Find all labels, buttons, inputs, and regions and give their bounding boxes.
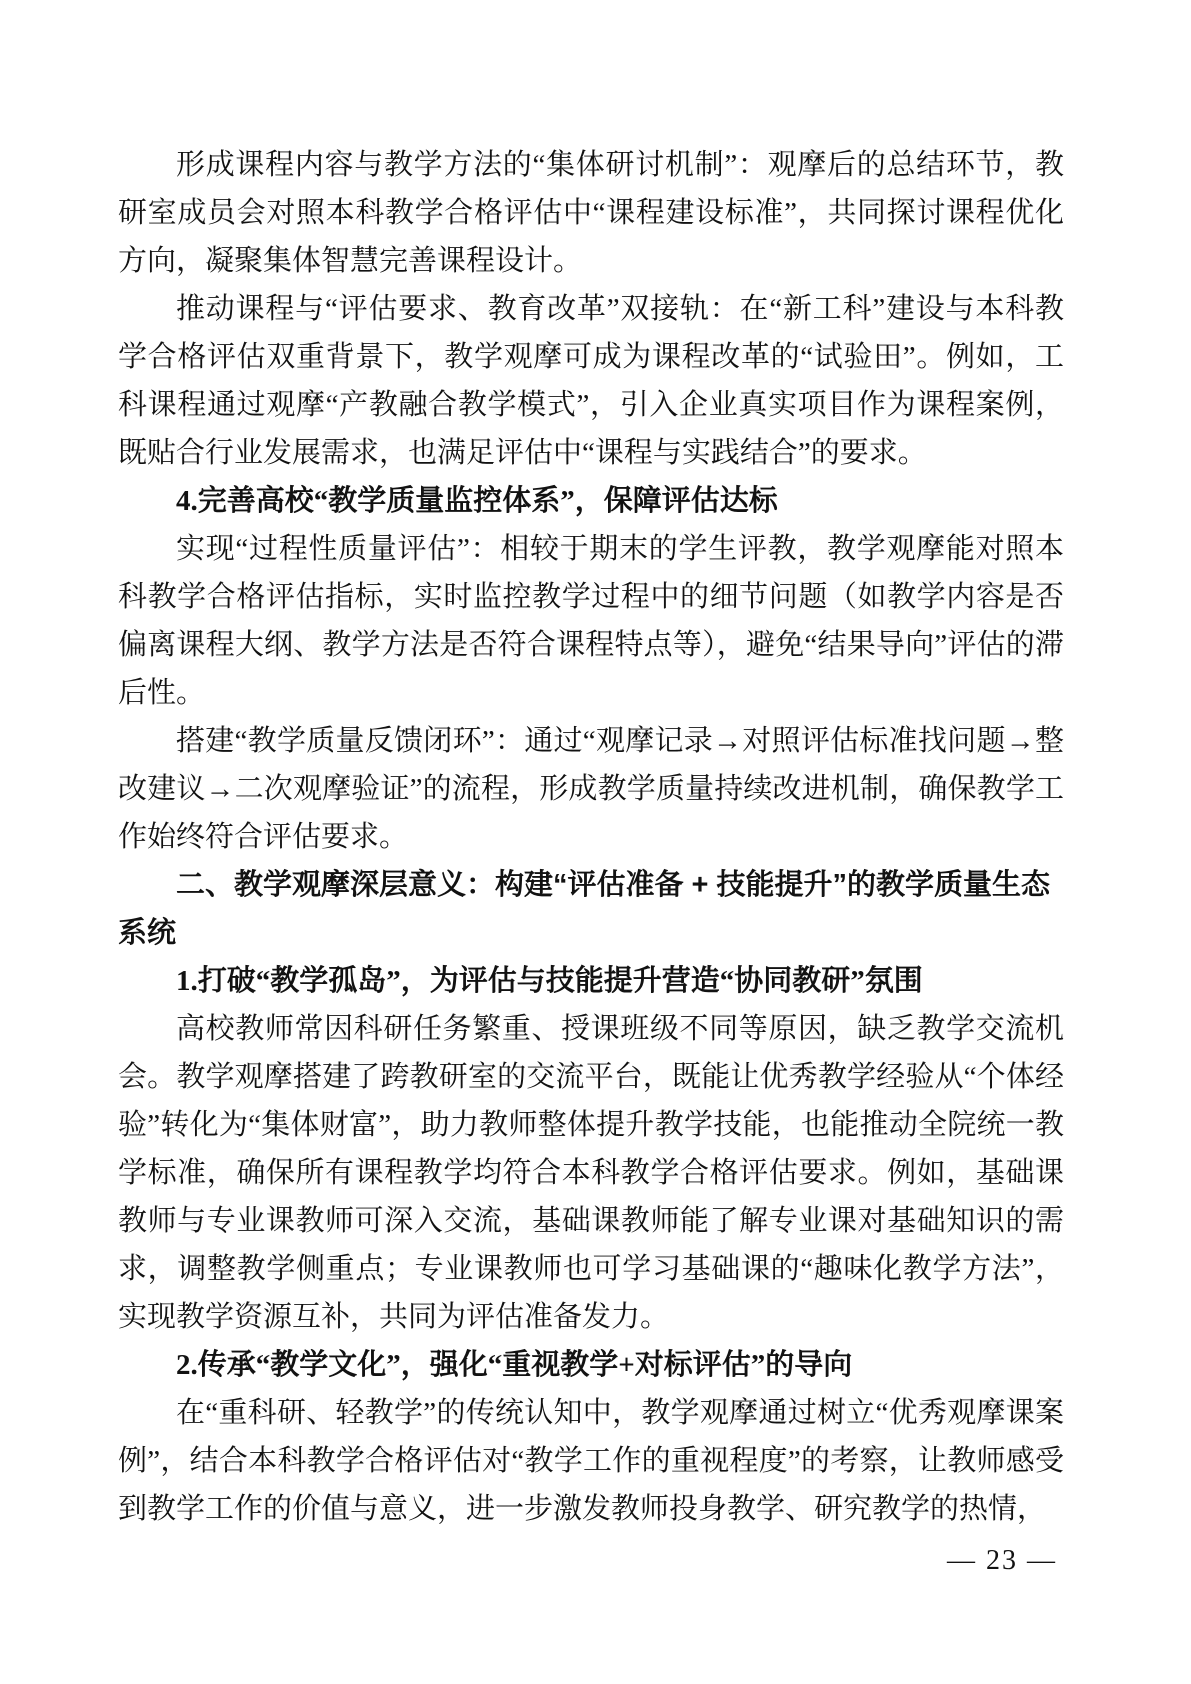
sub-heading: 4.完善高校“教学质量监控体系”，保障评估达标 [176, 485, 778, 517]
section-heading: 二、教学观摩深层意义：构建“评估准备 + 技能提升”的教学质量生态系统 [118, 869, 1051, 949]
paragraph: 高校教师常因科研任务繁重、授课班级不同等原因，缺乏教学交流机会。教学观摩搭建了跨教研室的交流平台，既能让优秀教学经验从“个体经验”转化为“集体财富”，助力教师整体提升教学技能，也能推动全院统一教学标准，确保所有课程教学均符合本科教学合格评估要求。例如，基础课教师与专业课教师可深入交流，基础课教师能了解专业课对基础知识的需求，调整教学侧重点；专业课教师也可学习基础课的“趣味化教学方法”，实现教学资源互补，共同为评估准备发力。 [118, 1013, 1064, 1333]
sub-heading: 2.传承“教学文化”，强化“重视教学+对标评估”的导向 [176, 1349, 853, 1381]
sub-heading: 1.打破“教学孤岛”，为评估与技能提升营造“协同教研”氛围 [176, 965, 923, 997]
paragraph: 在“重科研、轻教学”的传统认知中，教学观摩通过树立“优秀观摩课案例”，结合本科教学合格评估对“教学工作的重视程度”的考察，让教师感受到教学工作的价值与意义，进一步激发教师投身教学、研究教学的热情， [118, 1397, 1064, 1525]
paragraph: 实现“过程性质量评估”：相较于期末的学生评教，教学观摩能对照本科教学合格评估指标，实时监控教学过程中的细节问题（如教学内容是否偏离课程大纲、教学方法是否符合课程特点等），避免“结果导向”评估的滞后性。 [118, 533, 1064, 709]
paragraph: 搭建“教学质量反馈闭环”：通过“观摩记录→对照评估标准找问题→整改建议→二次观摩验证”的流程，形成教学质量持续改进机制，确保教学工作始终符合评估要求。 [118, 725, 1064, 853]
page-number: — 23 — [947, 1545, 1057, 1576]
document-body [118, 141, 1064, 1533]
paragraph: 推动课程与“评估要求、教育改革”双接轨：在“新工科”建设与本科教学合格评估双重背景下，教学观摩可成为课程改革的“试验田”。例如，工科课程通过观摩“产教融合教学模式”，引入企业真实项目作为课程案例，既贴合行业发展需求，也满足评估中“课程与实践结合”的要求。 [118, 293, 1064, 469]
paragraph: 形成课程内容与教学方法的“集体研讨机制”：观摩后的总结环节，教研室成员会对照本科教学合格评估中“课程建设标准”，共同探讨课程优化方向，凝聚集体智慧完善课程设计。 [118, 149, 1064, 277]
